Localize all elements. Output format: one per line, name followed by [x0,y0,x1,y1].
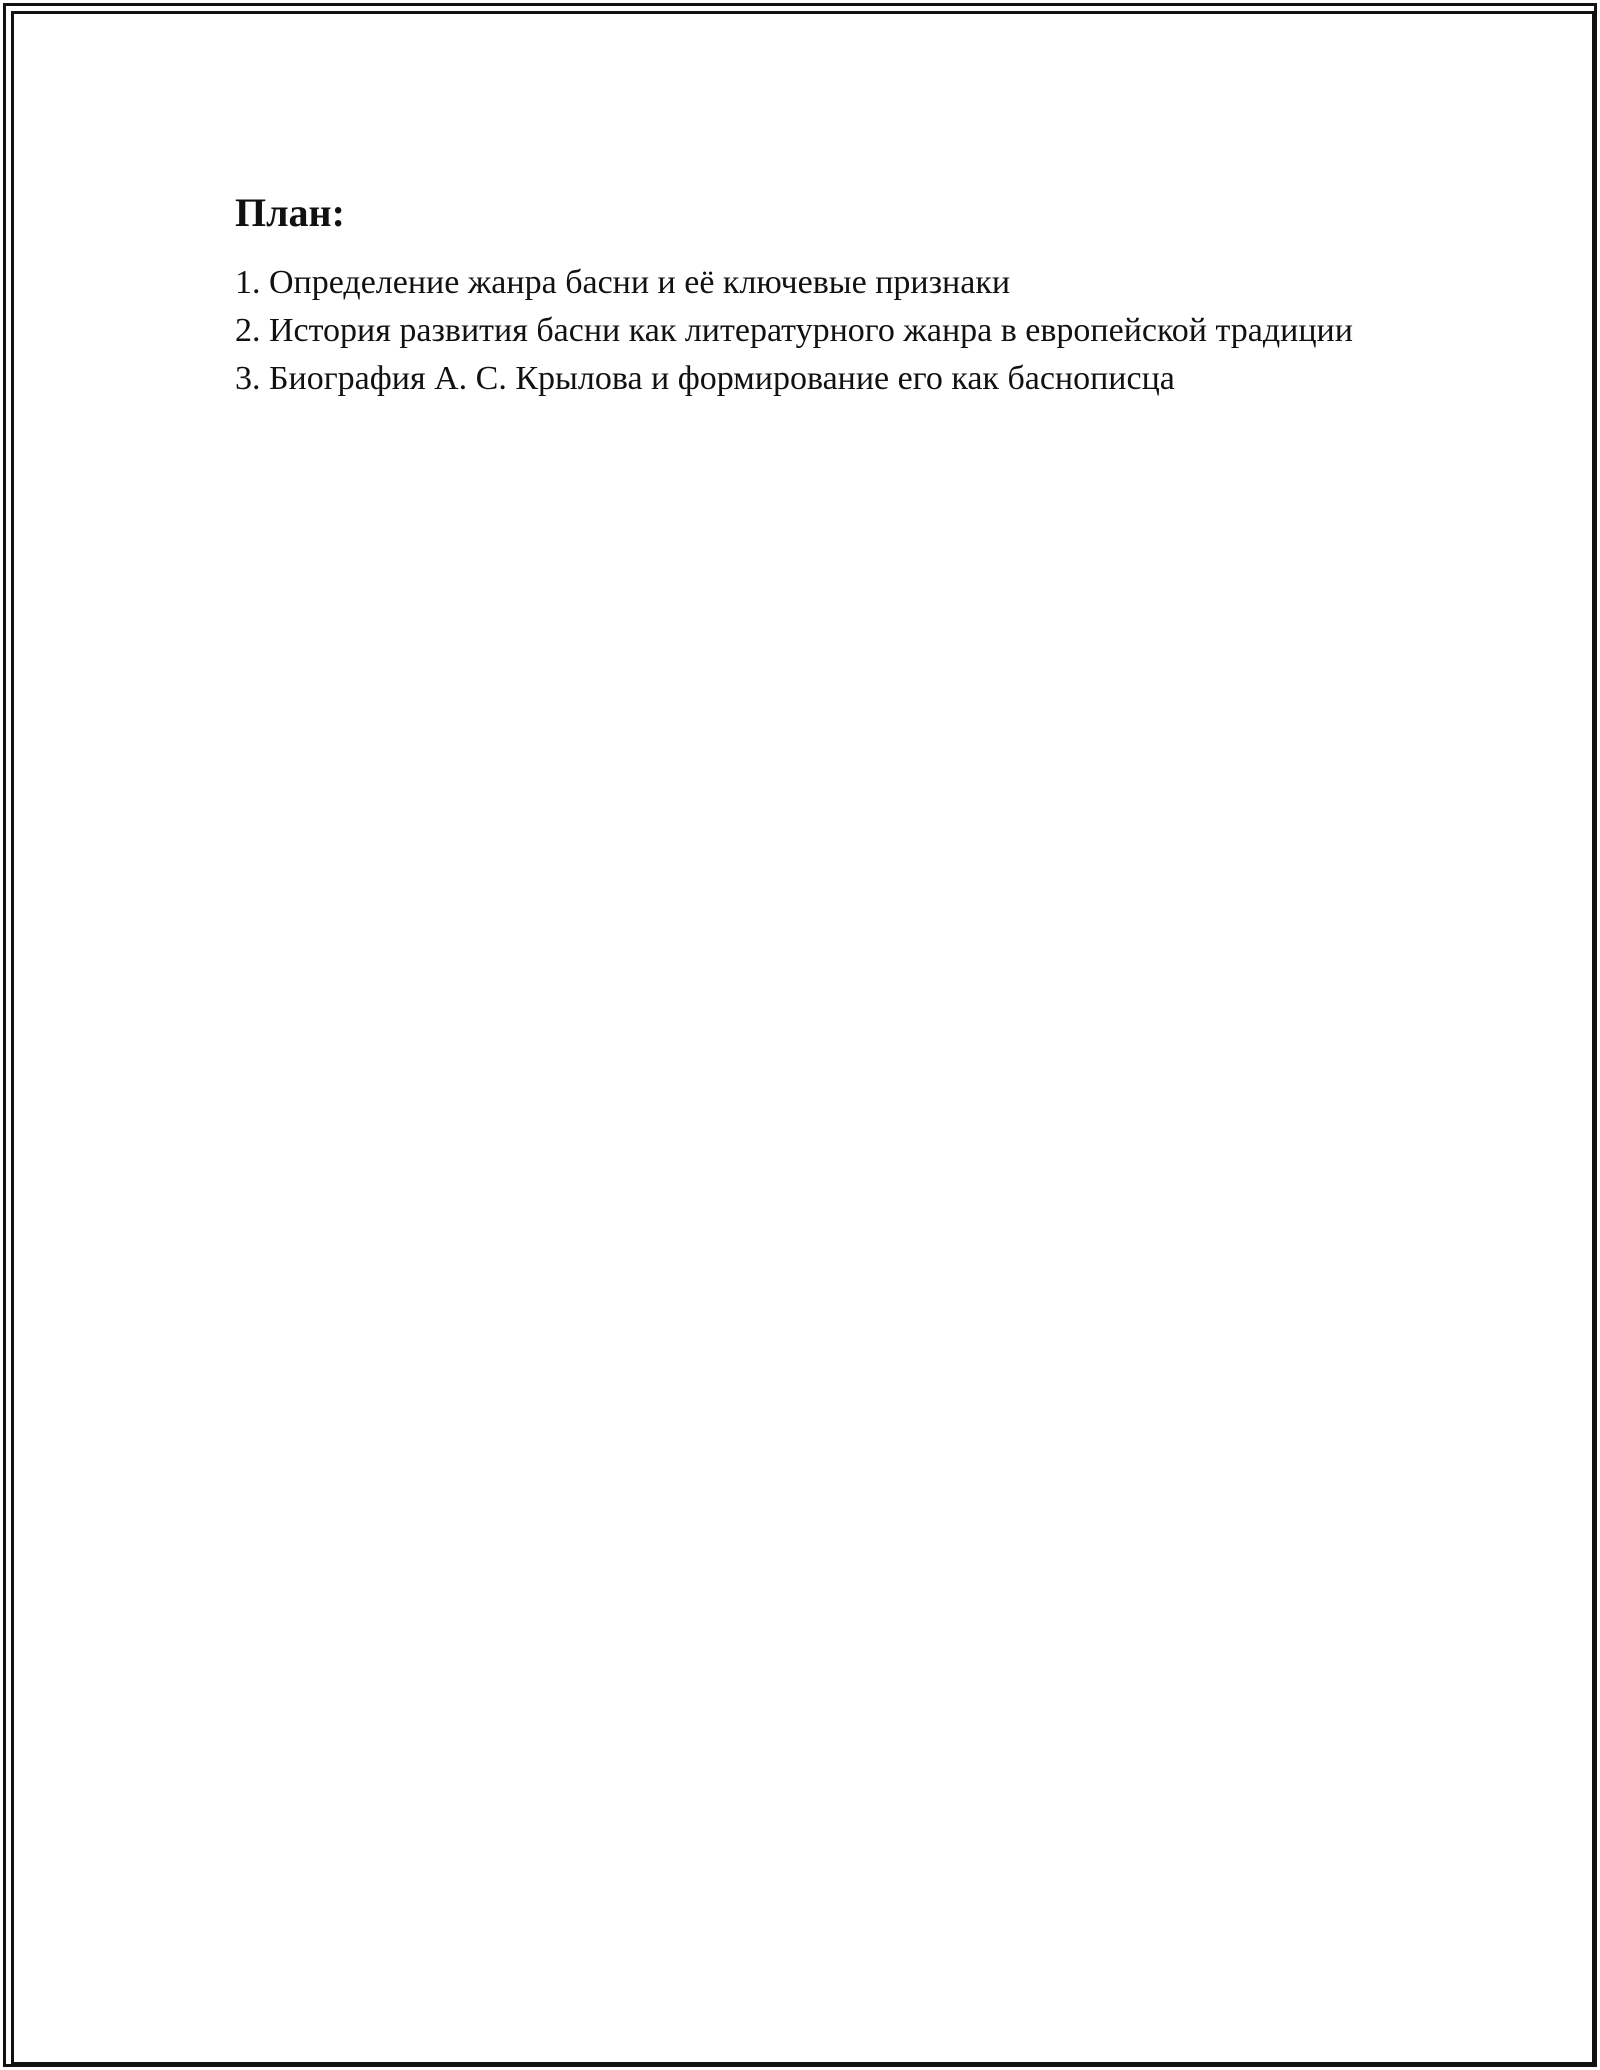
plan-list [235,259,1355,403]
plan-heading: План: [235,190,345,235]
document-content [235,187,1355,403]
plan-item-1: 1. Определение жанра басни и её ключевые признаки [235,264,1011,301]
plan-item-3: 3. Биография А. С. Крылова и формирование его как баснописца [235,360,1175,397]
plan-item-2: 2. История развития басни как литературного жанра в европейской традиции [235,312,1353,349]
